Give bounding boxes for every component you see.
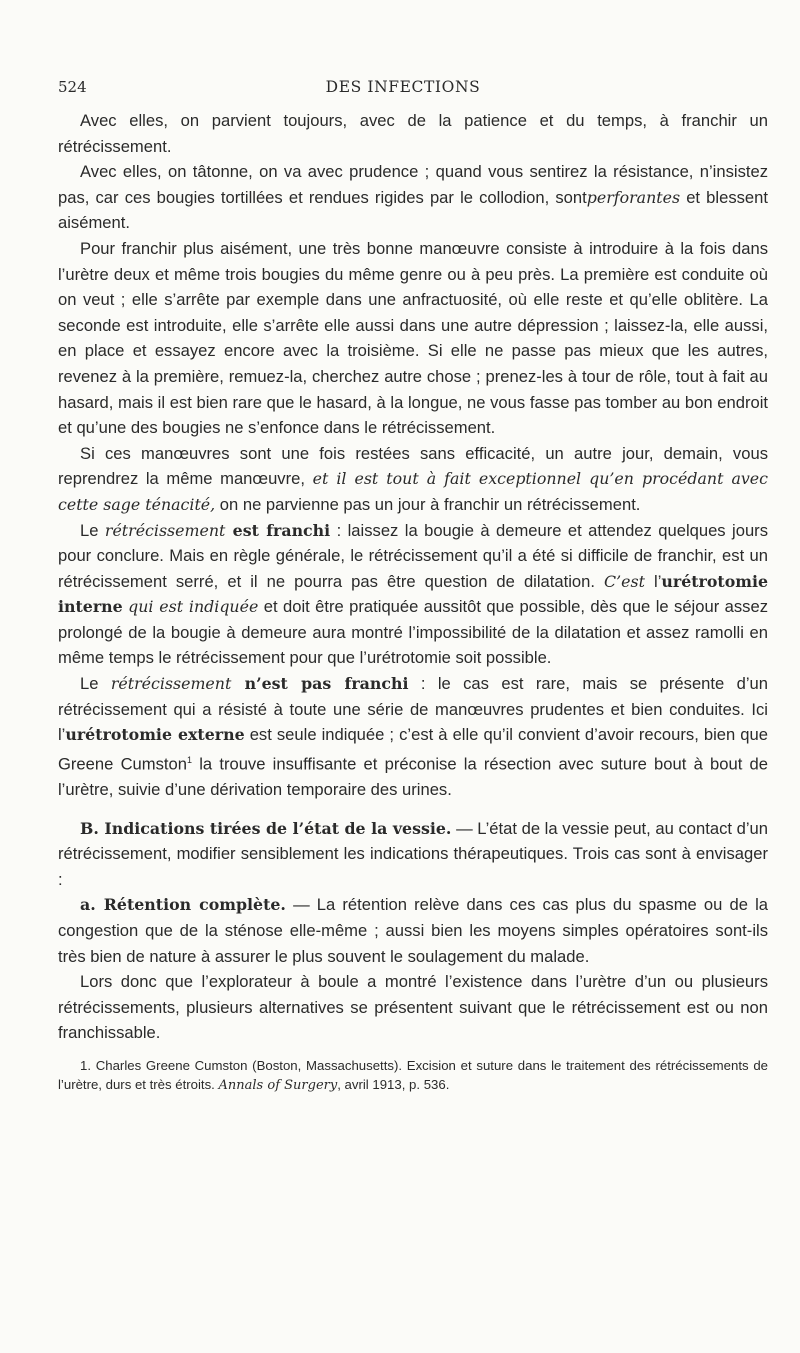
paragraph: a. Rétention complète. — La rétention relève dans ces cas plus du spasme ou de la congestion que de la sténose elle-même ; aussi bien les moyens simples opératoires sont-ils très bien de nature à assurer le plus souvent le soulagement du malade. <box>58 895 768 966</box>
body-text <box>58 108 768 1046</box>
paragraph: Le rétrécissement est franchi : laissez la bougie à demeure et attendez quelques jours pour conclure. Mais en règle générale, le rétrécissement qu’il a été si difficile de franchir, est un rétrécissement serré, et il ne pourra pas être question de dilatation. C’est l’urétrotomie interne qui est indiquée et doit être pratiquée aussitôt que possible, dès que le séjour assez prolongé de la bougie à demeure aura montré l’impossibilité de la dilatation et assez ramolli en même temps le rétrécissement pour que l’urétrotomie soit possible. <box>58 520 769 668</box>
paragraph: Lors donc que l’explorateur à boule a montré l’existence dans l’urètre d’un ou plusieurs rétrécissements, plusieurs alternatives se présentent suivant que le rétrécissement est ou non franchissable. <box>58 972 768 1043</box>
page-header <box>58 78 768 106</box>
page <box>58 78 768 1095</box>
page-number: 524 <box>58 78 87 96</box>
paragraph: Avec elles, on parvient toujours, avec de la patience et du temps, à franchir un rétrécissement. <box>58 111 768 156</box>
paragraph: Le rétrécissement n’est pas franchi : le cas est rare, mais se présente d’un rétrécissement qui a résisté à toute une série de manœuvres prudentes et bien conduites. Ici l’urétrotomie externe est seule indiquée ; c’est à elle qu’il convient d’avoir recours, bien que Greene Cumston$^1$ la trouve insuffisante et préconise la résection avec suture bout à bout de l’urètre, suivie d’une dérivation temporaire des urines. <box>58 674 768 799</box>
footnote: 1. Charles Greene Cumston (Boston, Massachusetts). Excision et suture dans le traitement des rétrécissements de l’urètre, durs et très étroits. Annals of Surgery, avril 1913, p. 536. <box>58 1057 768 1093</box>
paragraph: Avec elles, on tâtonne, on va avec prudence ; quand vous sentirez la résistance, n’insistez pas, car ces bougies tortillées et rendues rigides par le collodion, sontperforantes et blessent aisément. <box>58 162 768 233</box>
section-heading-paragraph: B. Indications tirées de l’état de la vessie. — L’état de la vessie peut, au contact d’un rétrécissement, modifier sensiblement les indications thérapeutiques. Trois cas sont à envisager : <box>58 818 768 889</box>
footnote-ref: 1 <box>186 754 192 765</box>
paragraph: Pour franchir plus aisément, une très bonne manœuvre consiste à introduire à la fois dans l’urètre deux et même trois bougies du même genre ou à peu près. La première est conduite où on veut ; elle s’arrête par exemple dans une anfractuosité, où elle reste et qu’elle oblitère. La seconde est introduite, elle s’arrête elle aussi dans une autre dépression ; laissez-la, elle aussi, en place et essayez encore avec la troisième. Si elle ne passe pas mieux que les autres, revenez à la première, remuez-la, cherchez autre chose ; prenez-les à tour de rôle, tout à fait au hasard, mais il est bien rare que le hasard, à la longue, ne vous fasse pas tomber au bon endroit et qu’une des bougies ne s’enfonce dans le rétrécissement. <box>58 238 768 438</box>
running-title: DES INFECTIONS <box>325 78 481 96</box>
paragraph: Si ces manœuvres sont une fois restées sans efficacité, un autre jour, demain, vous reprendrez la même manœuvre, et il est tout à fait exceptionnel qu’en procédant avec cette sage ténacité, on ne parvienne pas un jour à franchir un rétrécissement. <box>58 443 768 514</box>
